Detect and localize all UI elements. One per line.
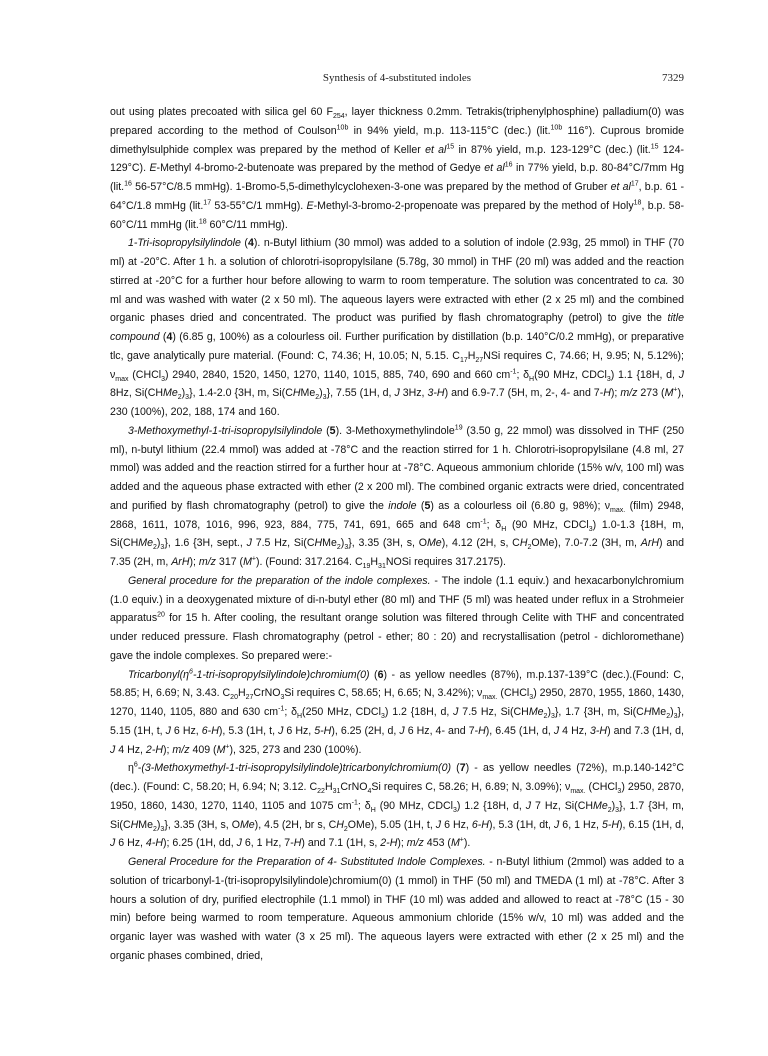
paragraph-6: General Procedure for the Preparation of 4- Substituted Indole Complexes. - n-Butyl lithium (2mmol) was added to a solution of tricarbonyl-1-(tri-isopropylsilylindole)chromium(0) (1 mmol) in THF (50 ml) and TMEDA (1 ml) at -78°C. After 3 hours a solution of dry, purified electrophile (1.1 mmol) in THF (10 ml) was added and allowed to react at -78°C (15 - 30 min) before being warmed to room temperature. Aqueous ammonium chloride (15% w/v, 10 ml) was added and the organic layer was washed with water (3 x 25 ml). The aqueous layers were extracted with ether (2 x 25 ml) and the organic phases combined, dried, [110, 856, 684, 962]
page-number: 7329 [662, 72, 684, 84]
page-header [110, 72, 684, 88]
paragraph-2: 3-Methoxymethyl-1-tri-isopropylsilylindole (5). 3-Methoxymethylindole$^{19}$ (3.50 g, 22 mmol) was dissolved in THF (250 ml), n-butyl lithium (22.4 mmol) was added at -78°C and the reaction stirred for 1 h. Chlorotri-isopropylsilane (4.8 ml, 27 mmol) was added and the reaction stirred for a further hour at -78°C. Aqueous ammonium chloride (15% w/v, 100 ml) was added and the aqueous phase extracted with ether (2 x 200 ml). The combined organic extracts were dried, concentrated and purified by flash chromatography (petrol) to give the indole (5) as a colourless oil (6.80 g, 98%); $\nu_{max.}$ (film) 2948, 2868, 1611, 1078, 1016, 996, 923, 884, 775, 741, 691, 665 and 648 $cm^{-1}$; $\delta_H$ (90 MHz, CDCl$_3$) 1.0-1.3 {18H, m, $Si(CHMe_2)_3$}, 1.6 {3H, sept., J 7.5 Hz, $Si(CHMe_2)_3$}, 3.35 (3H, s, OMe), 4.12 (2H, s, $CH_2OMe$), 7.0-7.2 (3H, m, ArH) and 7.35 (2H, m, ArH); m/z 317 (M+). (Found: 317.2164. $C_{19}H_{31}NOSi$ requires 317.2175). [110, 424, 684, 571]
experimental-section [110, 103, 684, 966]
paragraph-1: 1-Tri-isopropylsilylindole (4). n-Butyl lithium (30 mmol) was added to a solution of indole (2.93g, 25 mmol) in THF (70 ml) at -20°C. After 1 h. a solution of chlorotri-isopropylsilane (5.78g, 30 mmol) in THF (20 ml) was added and the reaction stirred at -20°C for a further hour before allowing to warm to room temperature. The solution was concentrated to ca. 30 ml and was washed with water (2 x 50 ml). The aqueous layers were extracted with ether (2 x 25 ml) and the combined organic phases dried and concentrated. The product was purified by flash chromatography (petrol) to give the title compound (4) (6.85 g, 100%) as a colourless oil. Further purification by distillation (b.p. 140°C/0.2 mmHg), or preparative tlc, gave analytically pure material. (Found: C, 74.36; H, 10.05; N, 5.15. $C_{17}H_{27}NSi$ requires C, 74.66; H, 9.95; N, 5.12%); $\nu_{max}$ (CHCl$_3$) 2940, 2840, 1520, 1450, 1270, 1140, 1015, 885, 740, 690 and 660 $cm^{-1}$; $\delta_H(90$ MHz, CDCl$_3$) 1.1 {18H, d, J 8Hz, $Si(CHMe_2)_3$}, 1.4-2.0 {3H, m, $Si(CHMe_2)_3$}, 7.55 (1H, d, J 3Hz, 3-H) and 6.9-7.7 (5H, m, 2-, 4- and 7-H); m/z 273 (M+), 230 (100%), 202, 188, 174 and 160. [110, 237, 685, 418]
running-title: Synthesis of 4-substituted indoles [322, 72, 472, 84]
paragraph-5: $\eta^6-(3-Methoxymethyl-1-tri-isopropylsilylindole)tricarbonylchromium(0)$ (7) - as yellow needles (72%), m.p.140-142°C (dec.). (Found: C, 58.20; H, 6.94; N; 3.12. $C_{22}H_{31}CrNO_4Si$ requires C, 58.26; H, 6.89; N, 3.09%); $\nu_{max.}$ (CHCl$_3$) 2950, 2870, 1950, 1860, 1430, 1270, 1140, 1105 and 1075 $cm^{-1}$; $\delta_H$ (90 MHz, CDCl$_3$) 1.2 {18H, d, J 7 Hz, $Si(CHMe_2)_3$}, 1.7 {3H, m, $Si(CHMe_2)_3$}, 3.35 (3H, s, OMe), 4.5 (2H, br s, $CH_2OMe$), 5.05 (1H, t, J 6 Hz, 6-H), 5.3 (1H, dt, J 6, 1 Hz, 5-H), 6.15 (1H, d, J 6 Hz, 4-H); 6.25 (1H, dd, J 6, 1 Hz, 7-H) and 7.1 (1H, s, 2-H); m/z 453 (M+). [110, 761, 685, 850]
paragraph-3: General procedure for the preparation of the indole complexes. - The indole (1.1 equiv.) and hexacarbonylchromium (1.0 equiv.) in a deoxygenated mixture of di-n-butyl ether (80 ml) and THF (5 ml) was heated under reflux in a Strohmeier apparatus$^{20}$ for 15 h. After cooling, the resultant orange solution was filtered through Celite with THF and concentrated under reduced pressure. Flash chromatography (petrol - ether; 80 : 20) and recrystallisation (petrol - dichloromethane) gave the indole complexes. So prepared were:- [110, 574, 684, 662]
paragraph-0: out using plates precoated with silica gel 60 $F_{254}$, layer thickness 0.2mm. Tetrakis(triphenylphosphine) palladium(0) was prepared according to the method of Coulson$^{10b}$ in 94% yield, m.p. 113-115°C (dec.) (lit.$^{10b}$ 116°). Cuprous bromide dimethylsulphide complex was prepared by the method of Keller et $al^{15}$ in 87% yield, m.p. 123-129°C (dec.) (lit.$^{15}$ 124-129°C). E-Methyl 4-bromo-2-butenoate was prepared by the method of Gedye et $al^{16}$ in 77% yield, b.p. 80-84°C/7mm Hg (lit.$^{16}$ 56-57°C/8.5 mmHg). 1-Bromo-5,5-dimethylcyclohexen-3-one was prepared by the method of Gruber et $al^{17}$, b.p. 61 - 64°C/1.8 mmHg (lit.$^{17}$ 53-55°C/1 mmHg). E-Methyl-3-bromo-2-propenoate was prepared by the method of Holy$^{18}$, b.p. 58-60°C/11 mmHg (lit.$^{18}$ 60°C/11 mmHg). [110, 106, 685, 231]
paragraph-4: $Tricarbonyl(\eta^6-1-tri-isopropylsilylindole)chromium(0)$ (6) - as yellow needles (87%), m.p.137-139°C (dec.).(Found: C, 58.85; H, 6.69; N, 3.43. $C_{20}H_{27}CrNO_3Si$ requires C, 58.65; H, 6.65; N, 3.42%); $\nu_{max.}$ (CHCl$_3$) 2950, 2870, 1955, 1860, 1430, 1270, 1140, 1105, 880 and 630 $cm^{-1}$; $\delta_H(250$ MHz, CDCl$_3$) 1.2 {18H, d, J 7.5 Hz, $Si(CHMe_2)_3$}, 1.7 {3H, m, $Si(CHMe_2)_3$}, 5.15 (1H, t, J 6 Hz, 6-H), 5.3 (1H, t, J 6 Hz, 5-H), 6.25 (2H, d, J 6 Hz, 4- and 7-H), 6.45 (1H, d, J 4 Hz, 3-H) and 7.3 (1H, d, J 4 Hz, 2-H); m/z 409 (M+), 325, 273 and 230 (100%). [110, 667, 685, 756]
